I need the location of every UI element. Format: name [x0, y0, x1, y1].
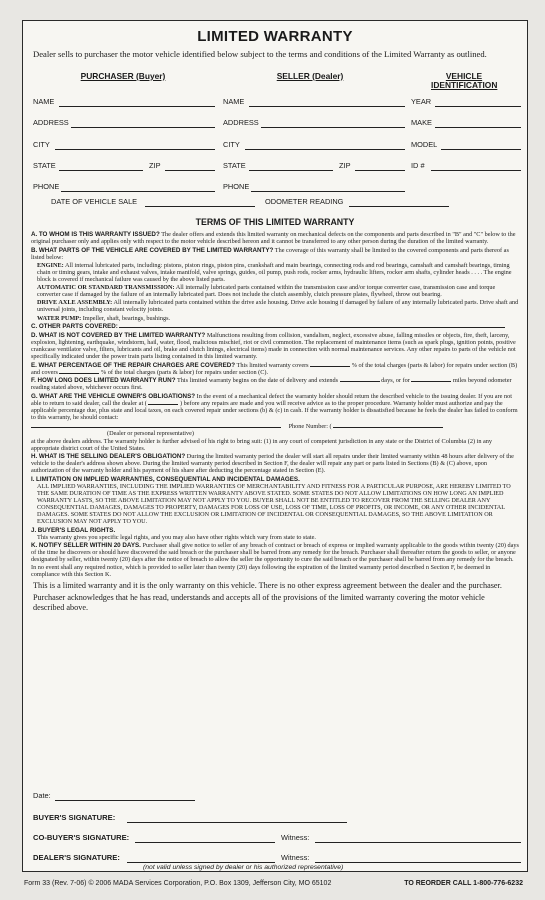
section-c — [31, 323, 519, 330]
purchaser-city-field[interactable] — [55, 149, 215, 150]
purchaser-phone-label: PHONE — [33, 182, 60, 191]
transmission-heading: AUTOMATIC OR STANDARD TRANSMISSION: — [37, 284, 175, 292]
percent-c-field[interactable] — [59, 373, 99, 374]
purchaser-state-label: STATE — [33, 161, 56, 170]
date-label: Date: — [33, 791, 51, 800]
odometer-field[interactable] — [349, 206, 449, 207]
vehicle-heading: VEHICLE IDENTIFICATION — [431, 71, 498, 90]
closing-statement: This is a limited warranty and it is the only warranty on this vehicle. There is no other express agreement between the dealer and the purchaser. — [33, 580, 502, 590]
section-d-letter: D. — [31, 331, 38, 339]
section-i-text: ALL IMPLIED WARRANTIES, INCLUDING THE IMPLIED WARRANTIES OF MERCHANTABILITY AND FITNESS FOR A PARTICULAR PURPOSE, ARE HEREBY LIMITED TO THE SAME DURATION OF TIME AS THE EXPRESS WRITTEN WARRANTY ABOVE STATED. SOME STATES DO NOT ALLOW LIMITATIONS ON HOW LONG AN IMPLIED WARRANTY LASTS, SO THE ABOVE LIMITATION MAY NOT APPLY TO YOU. BUYER SHALL NOT BE ENTITLED TO RECOVER FROM THE SELLING DEALER ANY CONSEQUENTIAL DAMAGES, DAMAGES TO PROPERTY, DAMAGES FOR LOSS OF USE, LOSS OF TIME, LOSS OF PROFITS, OR INCOME, OR ANY OTHER INCIDENTAL DAMAGES. SOME STATES DO NOT ALLOW THE EXCLUSION OR LIMITATION OF INCIDENTAL OR CONSEQUENTIAL DAMAGES, SO THE ABOVE LIMITATION OR EXCLUSION MAY NOT APPLY TO YOU. — [37, 483, 511, 526]
transmission-text: All internally lubricated parts contained within the transmission case and/or torque converter case, transmission case and torque converter case if damaged by the failure of an internally lubricated part. Does not include the clutch assembly, clutch pressure plates, flywheel, throw out bearing. — [37, 284, 496, 299]
seller-state-label: STATE — [223, 161, 246, 170]
odometer-label: ODOMETER READING — [265, 197, 344, 206]
cobuyer-signature-field[interactable] — [135, 842, 275, 843]
phone-number-label: Phone Number: ( — [288, 423, 332, 431]
section-h-letter: H. — [31, 453, 38, 461]
cobuyer-witness-label: Witness: — [281, 833, 310, 842]
section-b-heading: WHAT PARTS OF THE VEHICLE ARE COVERED BY THE LIMITED WARRANTY? — [38, 246, 274, 254]
dealer-contact-caption: (Dealer or personal representative) — [107, 430, 194, 438]
seller-zip-field[interactable] — [355, 170, 405, 171]
section-b — [31, 247, 519, 322]
buyer-signature-field[interactable] — [127, 822, 347, 823]
form-title: LIMITED WARRANTY — [197, 28, 353, 45]
purchaser-zip-field[interactable] — [165, 170, 215, 171]
percent-b-field[interactable] — [310, 366, 350, 367]
seller-phone-field[interactable] — [251, 191, 405, 192]
section-f-text-1: This limited warranty begins on the date of delivery and extends — [176, 377, 339, 385]
id-field[interactable] — [431, 170, 521, 171]
warranty-days-field[interactable] — [340, 381, 380, 382]
dealer-area-code-field[interactable] — [148, 404, 178, 405]
section-b-text: The coverage of this warranty shall be limited to the covered components and parts thereof as listed below: — [31, 246, 509, 261]
dealer-contact-field[interactable] — [31, 427, 281, 428]
engine-heading: ENGINE: — [37, 261, 64, 269]
section-j — [31, 527, 519, 541]
purchaser-phone-field[interactable] — [61, 191, 215, 192]
section-g — [31, 393, 519, 452]
drive-axle-coverage — [37, 299, 519, 313]
purchaser-heading: PURCHASER (Buyer) — [80, 71, 166, 81]
section-k — [31, 542, 519, 577]
seller-state-field[interactable] — [249, 170, 333, 171]
year-label: YEAR — [411, 97, 432, 106]
footer-reorder: TO REORDER CALL 1-800-776-6232 — [404, 880, 523, 887]
purchaser-zip-label: ZIP — [149, 161, 161, 170]
section-g-text-3: at the above dealers address. The warranty holder is further advised of his right to bring suit: (1) in any court of competent jurisdiction in any state or the District of Columbia (2) in any appropriate district court of the United States. — [31, 437, 493, 452]
water-pump-text: Impeller, shaft, bearings, bushings. — [82, 314, 171, 322]
seller-name-field[interactable] — [249, 106, 405, 107]
section-j-heading: BUYER'S LEGAL RIGHTS. — [37, 526, 116, 534]
dealer-signature-label: DEALER'S SIGNATURE: — [33, 853, 120, 862]
section-e — [31, 362, 519, 376]
section-h-heading: WHAT IS THE SELLING DEALER'S OBLIGATION? — [38, 453, 186, 461]
section-i — [31, 476, 519, 525]
other-parts-field[interactable] — [119, 327, 505, 328]
drive-axle-heading: DRIVE AXLE ASSEMBLY: — [37, 299, 113, 307]
date-of-sale-field[interactable] — [145, 206, 255, 207]
purchaser-city-label: CITY — [33, 140, 50, 149]
section-j-letter: J. — [31, 526, 37, 534]
section-b-letter: B. — [31, 246, 38, 254]
terms-title: TERMS OF THIS LIMITED WARRANTY — [195, 217, 355, 227]
date-of-sale-label: DATE OF VEHICLE SALE — [51, 197, 138, 206]
footer-copyright: Form 33 (Rev. 7-06) © 2006 MADA Services Corporation, P.O. Box 1309, Jefferson City, MO 65102 — [24, 880, 332, 887]
section-a-text: The dealer offers and extends this limited warranty on mechanical defects on the components and parts described in "B" and "C" below to the original purchaser only and applies only with respect to the motor vehicle described hereon and it cannot be transferred to any other person during the duration of the limited warranty. — [31, 231, 516, 246]
engine-coverage — [37, 262, 519, 283]
section-d-heading: WHAT IS NOT COVERED BY THE LIMITED WARRANTY? — [38, 331, 206, 339]
section-e-text-3: % of the total charges (parts & labor) for repairs under section (C). — [101, 368, 269, 376]
section-f-heading: HOW LONG DOES LIMITED WARRANTY RUN? — [37, 377, 176, 385]
section-e-heading: WHAT PERCENTAGE OF THE REPAIR CHARGES ARE COVERED? — [38, 361, 236, 369]
year-field[interactable] — [435, 106, 521, 107]
warranty-form — [22, 20, 528, 872]
section-a-letter: A. — [31, 231, 38, 238]
section-j-text: This warranty gives you specific legal rights, and you may also have other rights which vary from state to state. — [37, 533, 316, 541]
section-g-text-1: In the event of a mechanical defect the warranty holder should return the described vehicle to the issuing dealer. If you are not able to return to said dealer, call the dealer at ( — [31, 392, 512, 408]
cobuyer-witness-field[interactable] — [315, 842, 521, 843]
seller-city-label: CITY — [223, 140, 240, 149]
dealer-validity-note: (not valid unless signed by dealer or his authorized representative) — [143, 864, 344, 871]
seller-city-field[interactable] — [245, 149, 405, 150]
seller-name-label: NAME — [223, 97, 245, 106]
section-f-text-2: days, or for — [381, 377, 410, 385]
seller-phone-label: PHONE — [223, 182, 250, 191]
section-f — [31, 377, 519, 391]
dealer-signature-field[interactable] — [127, 862, 275, 863]
purchaser-name-label: NAME — [33, 97, 55, 106]
purchaser-address-label: ADDRESS — [33, 118, 69, 127]
section-h-text: During the limited warranty period the dealer will start all repairs under their limited warranty within 48 hours after delivery of the vehicle to the dealer's address shown above. During the limited warranty period described in Section F, the dealer will repair any part or parts listed in Sections (B) & (C) above, upon authorization of the warranty holder and his payment of his share after deducting the percentage stated in Section (E). — [31, 453, 514, 475]
section-a-heading: TO WHOM IS THIS WARRANTY ISSUED? — [38, 231, 160, 238]
dealer-phone-field[interactable] — [333, 427, 443, 428]
model-field[interactable] — [441, 149, 521, 150]
model-label: MODEL — [411, 140, 438, 149]
section-g-letter: G. — [31, 392, 38, 400]
section-g-text-2: ) before any repairs are made and you will receive advice as to the proper procedure. Warranty holder must authorize and pay the applicable percentage due, plus state and local taxes, on each covered repair under sections (b) & (c) in cash. If the warranty holder is dissatisfied because he feels the dealer has failed to conform to this warranty, he should contact: — [31, 400, 518, 422]
purchaser-state-field[interactable] — [59, 170, 143, 171]
section-e-text-2: % of the total charges (parts & labor) for repairs under section (B) and covers — [31, 361, 518, 376]
transmission-coverage — [37, 284, 519, 298]
id-label: ID # — [411, 161, 425, 170]
dealer-witness-label: Witness: — [281, 853, 310, 862]
section-e-text-1: This limited warranty covers — [236, 361, 309, 369]
seller-heading: SELLER (Dealer) — [276, 71, 344, 81]
section-k-letter: K. — [31, 542, 38, 550]
warranty-miles-field[interactable] — [411, 381, 451, 382]
section-c-heading: OTHER PARTS COVERED: — [38, 323, 118, 331]
section-h — [31, 453, 519, 474]
engine-text: All internal lubricated parts, including: pistons, piston rings, piston pins, crankshaft and main bearings, connecting rods and rod bearings, camshaft and camshaft bearings, timing chain or timing gears, intake and exhaust valves, intake manifold, valve springs, guides, oil pump, push rods, rocker arms, hydraulic lifters, rocker arm shafts, cylinder heads . . . . The engine block is covered if mechanical failure was caused by the above listed parts. — [37, 261, 512, 284]
dealer-witness-field[interactable] — [315, 862, 521, 863]
section-i-heading: LIMITATION ON IMPLIED WARRANTIES, CONSEQUENTIAL AND INCIDENTAL DAMAGES. — [36, 476, 300, 483]
section-i-letter: I. — [31, 476, 35, 483]
seller-address-label: ADDRESS — [223, 118, 259, 127]
section-f-text-3: miles beyond odometer reading stated above, whichever occurs first. — [31, 377, 512, 392]
section-k-text: Purchaser shall give notice to seller of any breach of contract or breach of express or implied warranty applicable to the goods within twenty (20) days of the time he discovers or should have discovered the said breach or the purchaser shall be barred from any remedy for the breach. Purchaser shall thereafter return the goods to seller, or anyone designated by seller, within twenty (20) days after the notice of breach to allow the seller the opportunity to cure the said breach or the purchaser shall be barred from any remedy for the breach. In no event shall any required notice, which is provided to seller later than twenty (20) days following the expiration of the limited warranty period described n Section F, be deemed in compliance with this Section K. — [31, 542, 519, 578]
make-label: MAKE — [411, 118, 432, 127]
purchaser-address-field[interactable] — [71, 127, 215, 128]
section-c-letter: C. — [31, 323, 38, 331]
terms-body — [31, 231, 519, 613]
make-field[interactable] — [435, 127, 521, 128]
dealer-contact-row — [31, 423, 519, 430]
cobuyer-signature-label: CO-BUYER'S SIGNATURE: — [33, 833, 130, 842]
section-d — [31, 332, 519, 360]
purchaser-name-field[interactable] — [59, 106, 215, 107]
date-field[interactable] — [55, 800, 195, 801]
acknowledgement-statement: Purchaser acknowledges that he has read, understands and accepts all of the provisions of the limited warranty covering the motor vehicle described above. — [33, 593, 485, 612]
drive-axle-text: All internally lubricated parts contained within the drive axle housing. Drive axle housing if damaged by failure of any internally lubricated parts. Drive shaft and universal joints, including constant velocity joints. — [37, 299, 519, 314]
section-a — [31, 231, 519, 245]
section-e-letter: E. — [31, 361, 37, 369]
water-pump-heading: WATER PUMP: — [37, 314, 82, 322]
section-d-text: Malfunctions resulting from collision, vandalism, neglect, excessive abuse, falling missiles or objects, fire, theft, larceny, explosion, lightening, earthquake, windstorm, hail, water, flood, malicious mischief, riot or civil commotion. The replacement of maintenance items (such as spark plugs, ignition points, positive crankcase ventilator valve, filters, lubricants and oil, brake and clutch linings, electrical items) made in connection with normal maintenance services. Any other repairs to parts of the vehicle not specifically indicated under the power train parts listing contained in this limited warranty. — [31, 331, 516, 360]
seller-zip-label: ZIP — [339, 161, 351, 170]
water-pump-coverage — [37, 315, 519, 322]
buyer-signature-label: BUYER'S SIGNATURE: — [33, 813, 116, 822]
section-f-letter: F. — [31, 377, 36, 385]
section-k-heading: NOTIFY SELLER WITHIN 20 DAYS. — [38, 542, 141, 550]
seller-address-field[interactable] — [261, 127, 405, 128]
intro-text: Dealer sells to purchaser the motor vehicle identified below subject to the terms and conditions of the Limited Warranty as outlined. — [33, 49, 487, 59]
section-g-heading: WHAT ARE THE VEHICLE OWNER'S OBLIGATIONS? — [39, 392, 196, 400]
